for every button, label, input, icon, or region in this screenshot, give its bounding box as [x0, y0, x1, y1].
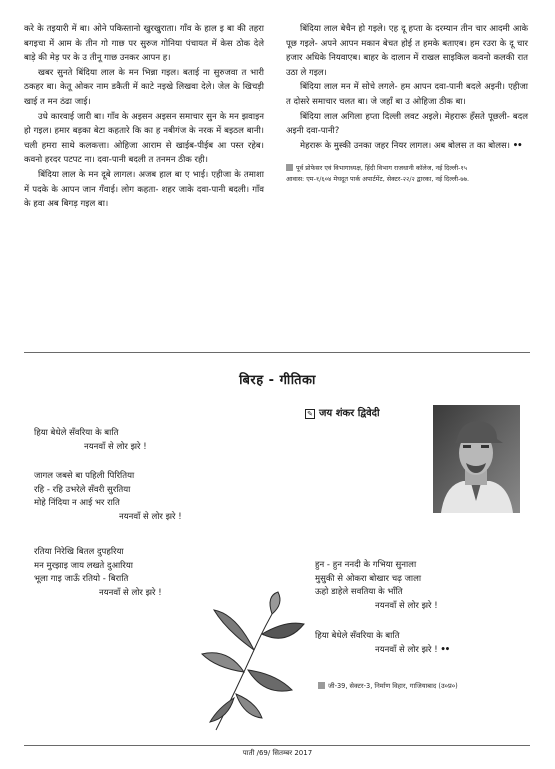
story-column-left: [24, 22, 264, 212]
story-last-line: मेहरारू के मुस्की उनका जहर नियर लागल। अब बोलस त का बोलस।: [300, 140, 510, 151]
poem-line: हिया बेधेले सँवरिया के बाति: [34, 428, 119, 438]
poem-refrain: नयनवाँ से लोर झरे !: [375, 600, 438, 611]
pen-box-icon: ✎: [305, 409, 315, 419]
story-paragraph: उधे कारवाई जारी बा। गाँव के अइसन अइसन समाचार सुन के मन झवाइन हो गइल। हमार बड़का बेटा कहतारे कि का ह नबीगंज के नरक में बइठल बानी। चली हमरा साथे कलकत्ता। ओहिजा आराम से खाईब-पीईब आ पस्त रहेब। कवनो हरदर पटपट ना। दवा-पानी बदली त तनमन ठीक रही।: [24, 111, 264, 166]
address-text: जी-39, सेक्टर-3, निर्माण विहार, गाजियाबाद (उ०प्र०): [328, 682, 458, 690]
story-paragraph: बिंदिया लाल अगिला हप्ता दिल्ली लवट अइले। मेहरारू हँसते पूछली- बदल अइनी दवा-पानी?: [286, 111, 528, 137]
poem-line: हुन - हुन ननदी के गभिया सुनाला: [315, 560, 417, 570]
poem-line: ऊहो डाहेले सवतिया के भाँति: [315, 587, 403, 597]
poem-line: रतिया निरेखि बितल दुपहरिया: [34, 547, 124, 557]
poem-refrain-line: [315, 644, 449, 658]
story-paragraph: [286, 139, 528, 154]
poem-line: हिया बेधेले सँवरिया के बाति: [315, 631, 400, 641]
poem-refrain: नयनवाँ से लोर झरे !: [119, 511, 182, 522]
bio-line: आवास: एम-१/६०४ मेघदूत पार्क अपार्टमेंट, सेक्टर-२२/२ द्वारका, नई दिल्ली-७७.: [286, 174, 470, 183]
bio-line: पूर्व प्रोफेसर एवं विभागाध्यक्ष, हिंदी विभाग राजधानी कॉलेज, नई दिल्ली-१५: [296, 164, 468, 173]
poem-line: मोहे निंदिया न आई भर राति: [34, 498, 120, 508]
bullet-square-icon: [286, 164, 293, 171]
page-footer: पाती /69/ सितम्बर 2017: [242, 749, 313, 757]
poem-line: भूला गाइ जाऊँ रतियो - बिराति: [34, 574, 129, 584]
poem-author: [305, 405, 380, 419]
story-paragraph: बिंदिया लाल बेचैन हो गइले। एह दू हप्ता के दरम्यान तीन चार आदमी आके पूछ गइले- अपने आपन मकान बेचत होई त हमके बताएब। हम रउरा के दू चार हजार अधिके नियवाएब। बाहर के दालान में राखल साइकिल कवनो कलकी रात उठा ले गइल।: [286, 24, 528, 78]
end-mark: ••: [512, 140, 522, 151]
poet-address: [318, 681, 458, 690]
poem-line: रहि - रहि उभरेले सँवरी सुरतिया: [34, 484, 131, 495]
author-name: जय शंकर द्विवेदी: [319, 408, 380, 419]
poem-stanza: [315, 630, 449, 657]
poem-refrain: नयनवाँ से लोर झरे !: [99, 587, 162, 598]
poem-stanza: [34, 427, 147, 454]
footer-divider: [24, 745, 530, 746]
poem-stanza: [34, 546, 162, 600]
end-mark: ••: [440, 644, 450, 655]
story-paragraph: खबर सुनते बिंदिया लाल के मन भिन्ना गइल। बताई ना सुरुजवा त भारी ठकहर बा। केतू ओकर नाम डकैती में काटे नइखे लिखवा देले। जेल के खिचड़ी खाई त मन ठंढा जाई।: [24, 67, 264, 107]
poem-line: मन मुरझाइ जाय लखते दुआरिया: [34, 560, 133, 571]
poem-line: जागल जबसे बा पहिली पिरितिया: [34, 471, 135, 481]
poem-refrain: नयनवाँ से लोर झरे !: [84, 441, 147, 452]
author-bio: [286, 163, 528, 184]
poem-refrain: नयनवाँ से लोर झरे !: [375, 644, 438, 655]
section-divider: [24, 352, 530, 353]
story-paragraph: करे के तइयारी में बा। ओने पकिस्तानो खुरखुराता। गाँव के हाल इ बा की तहरा बगइचा में आम के तीन गो गाछ पर सुरुज गोनिया पंचायत में केस ठोक देले बाड़े की मेड़ पर के उ तीनू गाछ उनकर आपन ह।: [24, 24, 264, 64]
bullet-square-icon: [318, 682, 325, 689]
leaf-illustration: [196, 590, 311, 738]
story-paragraph: बिंदिया लाल मन में सोचे लगले- हम आपन दवा-पानी बदले अइनी। एहीजा त दोसरे समाचार चलत बा। जे जहाँ बा उ ओहिजा ठीक बा।: [286, 82, 528, 107]
poem-line: मुसुकी से ओकरा बोखार चढ़ जाला: [315, 573, 422, 584]
poem-title: बिरह - गीतिका: [239, 373, 316, 388]
poem-stanza: [34, 470, 182, 524]
story-column-right: [286, 22, 528, 184]
story-paragraph: बिंदिया लाल के मन दूबे लागल। अजब हाल बा ए भाई। एहीजा के तमाशा में पदके के आपन जान गँवाई। लोग कहता- शहर जाके दवा-पानी बदली। गाँव के हवा अब बिगड़ गइल बा।: [24, 169, 264, 210]
poem-stanza: [315, 559, 438, 613]
author-photo: [433, 405, 520, 513]
